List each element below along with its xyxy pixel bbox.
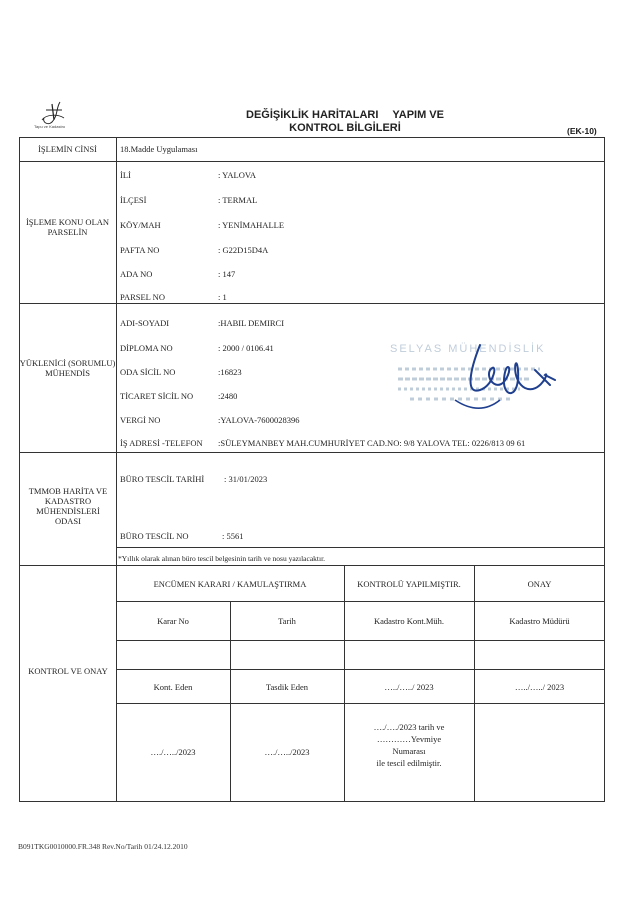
title-line1-b: YAPIM VE [392, 109, 444, 121]
ilce-label: İLÇESİ [120, 195, 147, 205]
engineer-signature [450, 340, 570, 420]
logo-caption: Tapu ve Kadastro [34, 124, 66, 129]
form-code: (EK-10) [567, 126, 597, 136]
karar-date: …./…../2023 [150, 747, 196, 757]
yevmiye-line4: ile tescil edilmiştir. [376, 758, 442, 768]
adi-soyadi-label: ADI-SOYADI [120, 318, 170, 328]
onay-header: ONAY [527, 579, 552, 589]
muhendis-section-label: YÜKLENİCİ (SORUMLU) MÜHENDİS [19, 358, 116, 378]
grid-line [116, 601, 605, 602]
pafta-label: PAFTA NO [120, 245, 160, 255]
pafta-value: : G22D15D4A [218, 245, 269, 255]
kontrol-date: …../…../ 2023 [384, 682, 434, 692]
koy-mah-value: : YENİMAHALLE [218, 220, 285, 230]
diploma-value: : 2000 / 0106.41 [218, 343, 274, 353]
ada-label: ADA NO [120, 269, 153, 279]
buro-no-label: BÜRO TESCİL NO [120, 531, 189, 541]
koy-mah-label: KÖY/MAH [120, 220, 161, 230]
tasdik-eden-label: Tasdik Eden [265, 682, 309, 692]
tmmob-section-label: TMMOB HARİTA VE KADASTRO MÜHENDİSLERİ ODASI [28, 486, 108, 526]
ticaret-sicil-value: :2480 [218, 391, 238, 401]
stamp-text: SELYAS MÜHENDİSLİK [390, 343, 546, 355]
il-label: İLİ [120, 170, 131, 180]
kontrol-section-label: KONTROL VE ONAY [28, 666, 108, 676]
il-value: : YALOVA [218, 170, 257, 180]
tescil-note: *Yıllık olarak alınan büro tescil belgesinin tarih ve nosu yazılacaktır. [118, 554, 326, 563]
grid-line [116, 703, 605, 704]
row-divider [116, 547, 605, 548]
kontrol-header: KONTROLÜ YAPILMIŞTIR. [357, 579, 461, 589]
oda-sicil-label: ODA SİCİL NO [120, 367, 176, 377]
ticaret-sicil-label: TİCARET SİCİL NO [120, 391, 194, 401]
row-divider [19, 565, 605, 566]
yevmiye-line3: Numarası [392, 746, 426, 756]
tarih-date: …./…../2023 [264, 747, 310, 757]
kadastro-mudur-label: Kadastro Müdürü [509, 616, 570, 626]
ada-value: : 147 [218, 269, 236, 279]
buro-tarih-value: : 31/01/2023 [224, 474, 268, 484]
tarih-label: Tarih [278, 616, 296, 626]
islem-value: 18.Madde Uygulaması [120, 144, 198, 154]
ilce-value: : TERMAL [218, 195, 258, 205]
vergi-no-label: VERGİ NO [120, 415, 161, 425]
yevmiye-line2: …………Yevmiye [376, 734, 442, 744]
parsel-value: : 1 [218, 292, 227, 302]
column-divider [230, 601, 231, 802]
document-title [200, 109, 490, 135]
onay-date: …../…../ 2023 [514, 682, 565, 692]
encumen-header: ENCÜMEN KARARI / KAMULAŞTIRMA [153, 579, 307, 589]
parsel-label: PARSEL NO [120, 292, 165, 302]
grid-line [116, 640, 605, 641]
vergi-no-value: :YALOVA-7600028396 [218, 415, 300, 425]
row-divider [19, 161, 605, 162]
title-line2: KONTROL BİLGİLERİ [289, 122, 401, 134]
adi-soyadi-value: :HABIL DEMIRCI [218, 318, 285, 328]
diploma-label: DİPLOMA NO [120, 343, 173, 353]
row-divider [19, 452, 605, 453]
column-divider [116, 137, 117, 802]
oda-sicil-value: :16823 [218, 367, 242, 377]
yevmiye-line1: …./…./2023 tarih ve [373, 722, 445, 732]
kont-eden-label: Kont. Eden [153, 682, 193, 692]
is-adresi-label: İŞ ADRESİ -TELEFON [120, 438, 203, 448]
title-line1-a: DEĞİŞİKLİK HARİTALARI [246, 109, 379, 121]
row-divider [19, 303, 605, 304]
buro-tarih-label: BÜRO TESCİL TARİHİ [120, 474, 205, 484]
grid-line [116, 669, 605, 670]
tapu-kadastro-logo [30, 100, 80, 140]
parsel-section-label: İŞLEME KONU OLAN PARSELİN [25, 217, 110, 237]
islem-label: İŞLEMİN CİNSİ [38, 144, 97, 154]
is-adresi-value: :SÜLEYMANBEY MAH.CUMHURİYET CAD.NO: 9/8 YALOVA TEL: 0226/813 09 61 [218, 438, 526, 448]
kadastro-kont-label: Kadastro Kont.Müh. [373, 616, 445, 626]
karar-no-label: Karar No [157, 616, 189, 626]
buro-no-value: : 5561 [222, 531, 244, 541]
form-footer-code: B091TKG0010000.FR.348 Rev.No/Tarih 01/24.12.2010 [18, 842, 188, 851]
